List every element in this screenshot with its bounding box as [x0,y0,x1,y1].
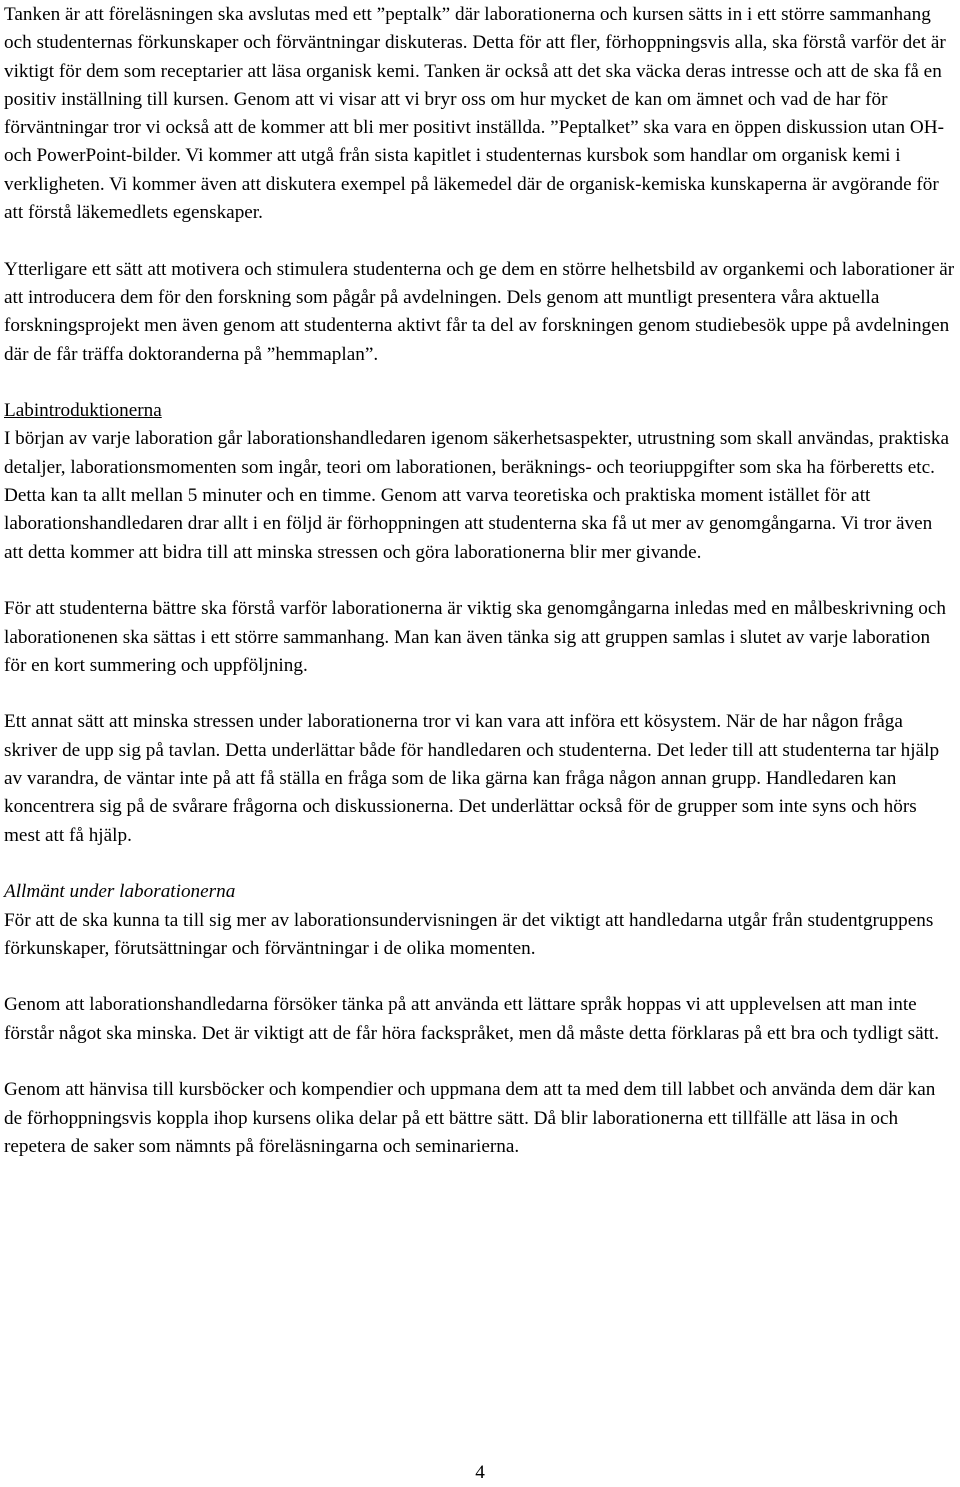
paragraph-lab-intro: I början av varje laboration går laborationshandledaren igenom säkerhetsaspekter, utrustning som skall användas, praktiska detaljer, laborationsmomenten som ingår, teori om laborationen, beräknings- och teoriuppgifter som ska ha förberetts etc. Detta kan ta allt mellan 5 minuter och en timme. Genom att varva teoretiska och praktiska moment istället för att laborationshandledaren drar allt i en följd är förhoppningen att studenterna ska få ut mer av genomgångarna. Vi tror även att detta kommer att bidra till att minska stressen och göra laborationerna blir mer givande. [4,428,949,563]
page-number: 4 [475,1462,485,1483]
document-page [4,1,956,1189]
paragraph-goal-description: För att studenterna bättre ska förstå varför laborationerna är viktig ska genomgångarna inledas med en målbeskrivning och laborationenen ska sättas i ett större sammanhang. Man kan även tänka sig att gruppen samlas i slutet av varje laboration för en kort summering och uppföljning. [4,598,947,676]
paragraph-research-motivation: Ytterligare ett sätt att motivera och stimulera studenterna och ge dem en större helhetsbild av organkemi och laborationer är att introducera dem för den forskning som pågår på avdelningen. Dels genom att muntligt presentera våra aktuella forskningsprojekt men även genom att studenterna aktivt får ta del av forskningen genom studiebesök uppe på avdelningen där de får träffa doktoranderna på ”hemmaplan”. [4,258,955,365]
section-heading-allmant: Allmänt under laborationerna [4,881,236,903]
paragraph-peptalk: Tanken är att föreläsningen ska avslutas med ett ”peptalk” där laborationerna och kursen sätts in i ett större sammanhang och studenternas förkunskaper och förväntningar diskuteras. Detta för att fler, förhoppningsvis alla, ska förstå varför det är viktigt för dem som receptarier att läsa organisk kemi. Tanken är också att det ska väcka deras intresse och att de ska få en positiv inställning till kursen. Genom att vi visar att vi bryr oss om hur mycket de kan om ämnet och vad de har för förväntningar tror vi också att de kommer att bli mer positivt inställda. ”Peptalket” ska vara en öppen diskussion utan OH- och PowerPoint-bilder. Vi kommer att utgå från sista kapitlet i studenternas kursbok som handlar om organisk kemi i verkligheten. Vi kommer även att diskutera exempel på läkemedel där de organisk-kemiska kunskaperna är avgörande för att förstå läkemedlets egenskaper. [4,4,946,224]
paragraph-language: Genom att laborationshandledarna försöker tänka på att använda ett lättare språk hoppas vi att upplevelsen att man inte förstår något ska minska. Det är viktigt att de får höra fackspråket, men då måste detta förklaras på ett bra och tydligt sätt. [4,994,940,1044]
section-heading-labintroduktionerna: Labintroduktionerna [4,400,162,422]
paragraph-queue-system: Ett annat sätt att minska stressen under laborationerna tror vi kan vara att införa ett kösystem. När de har någon fråga skriver de upp sig på tavlan. Detta underlättar både för handledaren och studenterna. Det leder till att studenterna tar hjälp av varandra, de väntar inte på att få ställa en fråga som de lika gärna kan fråga någon annan grupp. Handledaren kan koncentrera sig på de svårare frågorna och diskussionerna. Det underlättar också för de grupper som inte syns och hörs mest att få hjälp. [4,711,940,846]
paragraph-prior-knowledge: För att de ska kunna ta till sig mer av laborationsundervisningen är det viktigt att handledarna utgår från studentgruppens förkunskaper, förutsättningar och förväntningar i de olika momenten. [4,909,934,959]
paragraph-course-books: Genom att hänvisa till kursböcker och kompendier och uppmana dem att ta med dem till labbet och använda dem där kan de förhoppningsvis koppla ihop kursens olika delar på ett bättre sätt. Då blir laborationerna ett tillfälle att läsa in och repetera de saker som nämnts på föreläsningarna och seminarierna. [4,1079,936,1157]
